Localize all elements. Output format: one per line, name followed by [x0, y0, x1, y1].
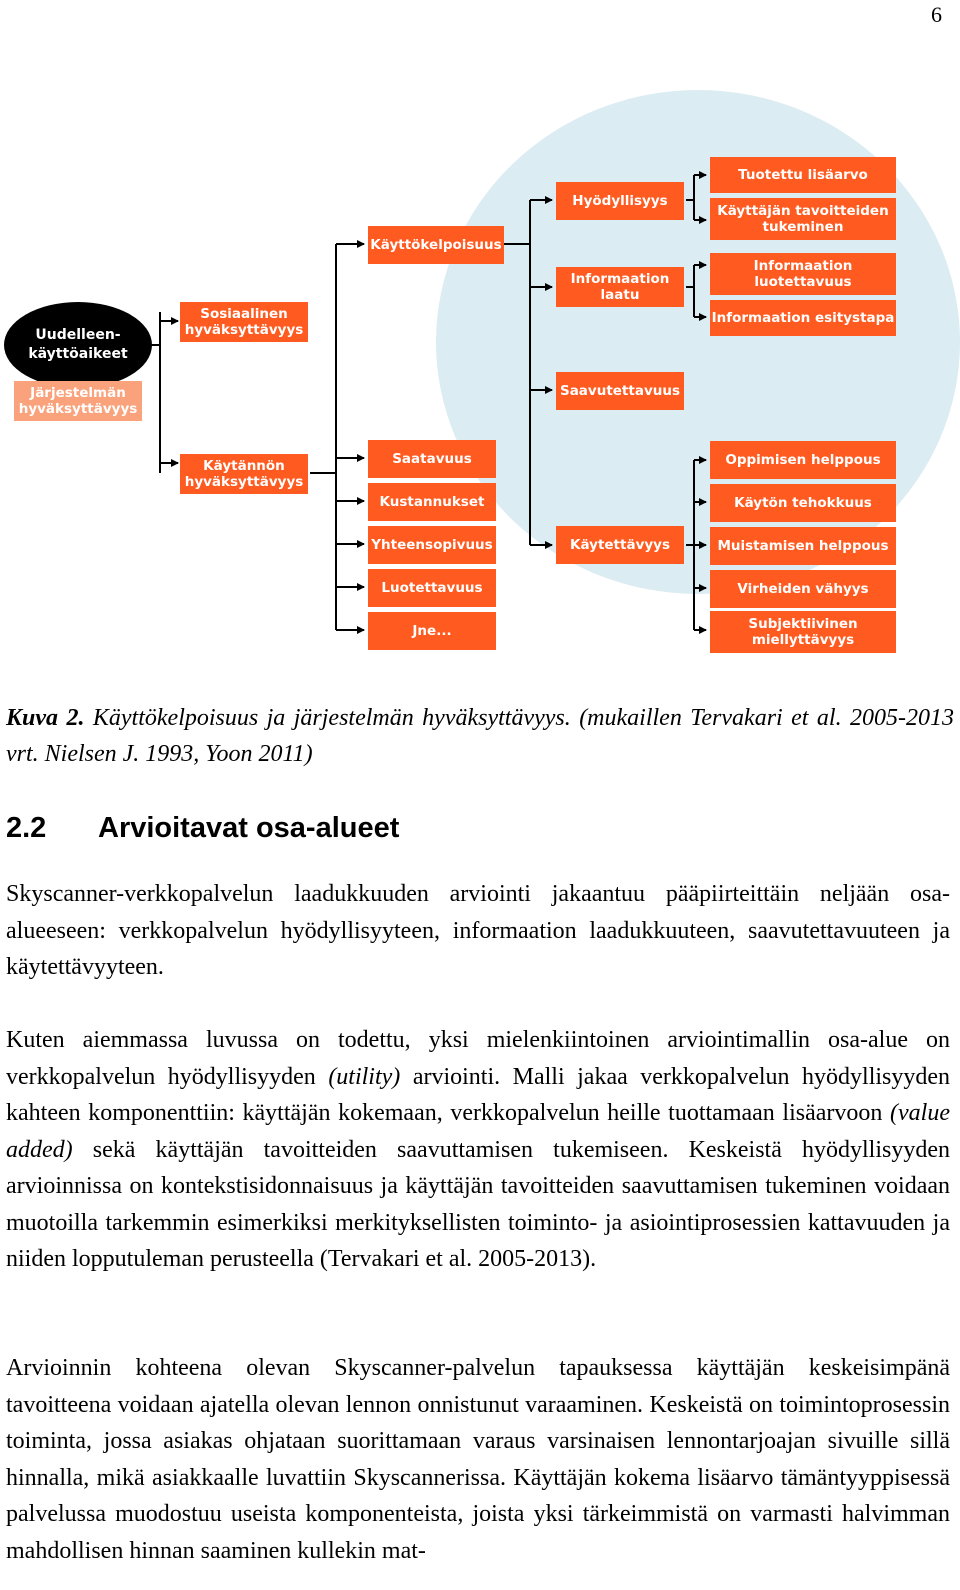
practical-child-node: Saatavuus [368, 440, 496, 478]
section-title: Arvioitavat osa-alueet [98, 812, 400, 844]
paragraph-2 [6, 1022, 950, 1278]
usability-child-node: Käytön tehokkuus [710, 484, 896, 522]
caption-text: Käyttökelpoisuus ja järjestelmän hyväksyttävyys. (mukaillen Tervakari et al. 2005-2013 vrt. Nielsen J. 1993, Yoon 2011) [6, 705, 954, 767]
practical-child-node: Kustannukset [368, 483, 496, 521]
info-quality-node: Informaation laatu [556, 267, 684, 307]
page-number: 6 [931, 2, 942, 27]
paragraph-2-part-b: arviointi. Malli jakaa verkkopalvelun hyödyllisyyden kahteen komponenttiin: käyttäjän kokemaan, verkkopalvelun heille tuottamaan lisäarvoon [6, 1063, 951, 1126]
utility-child-node: Tuotettu lisäarvo [710, 157, 896, 193]
usability-node: Käytettävyys [556, 526, 684, 564]
usability-child-node: Oppimisen helppous [710, 441, 896, 479]
system-acceptability-node: Järjestelmän hyväksyttävyys [14, 381, 142, 421]
accessibility-node: Saavutettavuus [556, 372, 684, 410]
paragraph-2-part-a: Kuten aiemmassa luvussa on todettu, yksi mielenkiintoinen arviointimallin osa-alue on verkkopalvelun hyödyllisyyden [6, 1027, 950, 1090]
paragraph-2-utility-term: (utility) [328, 1063, 401, 1090]
usefulness-node: Käyttökelpoisuus [368, 226, 504, 264]
practical-child-node: Luotettavuus [368, 569, 496, 607]
info-child-node: Informaation luotettavuus [710, 253, 896, 295]
usability-child-node: Subjektiivinen miellyttävyys [710, 611, 896, 653]
utility-node: Hyödyllisyys [556, 182, 684, 220]
usability-child-node: Virheiden vähyys [710, 570, 896, 608]
practical-child-node: Yhteensopivuus [368, 526, 496, 564]
root-node: Uudelleen-käyttöaikeet [4, 302, 152, 388]
section-number: 2.2 [6, 812, 47, 844]
paragraph-3: Arvioinnin kohteena olevan Skyscanner-palvelun tapauksessa käyttäjän keskeisimpänä tavoitteena voidaan ajatella olevan lennon onnistunut varaaminen. Keskeistä on toimintoprosessin toiminta, jossa asiakas ohjataan suorittamaan varaus varsinaisen lennontarjoajan sivuille sillä hinnalla, mikä asiakkaalle luvattiin Skyscannerissa. Käyttäjän kokema lisäarvo tämäntyyppisessä palvelussa muodostuu useista komponenteista, joista yksi tärkeimmistä on varmasti halvimman mahdollisen hinnan saaminen kullekin mat- [6, 1355, 950, 1564]
usability-acceptability-diagram [0, 60, 960, 680]
caption-lead: Kuva 2. [6, 705, 85, 731]
practical-child-node: Jne... [368, 612, 496, 650]
section-heading [6, 812, 399, 845]
info-child-node: Informaation esitystapa [710, 300, 896, 336]
paragraph-2-value-term: (value added) [6, 1100, 950, 1163]
usability-child-node: Muistamisen helppous [710, 527, 896, 565]
social-acceptability-node: Sosiaalinen hyväksyttävyys [180, 302, 308, 342]
figure-caption [6, 700, 954, 772]
paragraph-2-part-c: sekä käyttäjän tavoitteiden saavuttamisen tukemiseen. Keskeistä hyödyllisyyden arvioinnissa on kontekstisidonnaisuus ja käyttäjän tavoitteiden saavuttamisen tukeminen voidaan muotoilla tarkemmin esimerkiksi merkityksellisten toiminto- ja asiointiprosessien kattavuuden ja niiden lopputuleman perusteella (Tervakari et al. 2005-2013). [6, 1136, 950, 1272]
practical-acceptability-node: Käytännön hyväksyttävyys [180, 454, 308, 494]
utility-child-node: Käyttäjän tavoitteiden tukeminen [710, 198, 896, 240]
paragraph-1: Skyscanner-verkkopalvelun laadukkuuden arviointi jakaantuu pääpiirteittäin neljään osa-alueeseen: verkkopalvelun hyödyllisyyteen, informaation laadukkuuteen, saavutettavuuteen ja käytettävyyteen. [6, 881, 950, 980]
